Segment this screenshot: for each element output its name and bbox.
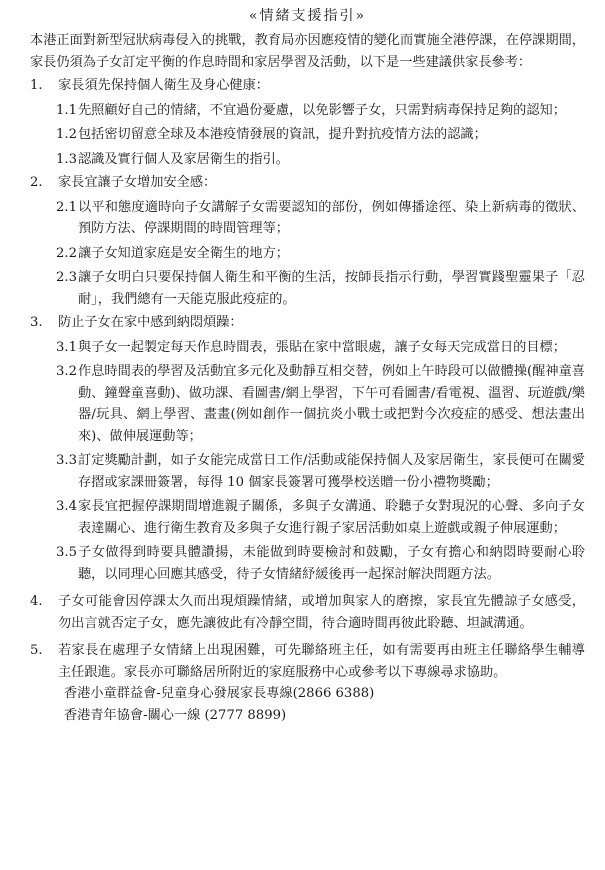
- item-text: 先照顧好自己的情緒，不宜過份憂慮，以免影響子女，只需對病毒保持足夠的認知；: [78, 102, 566, 118]
- section-heading-text: 家長須先保持個人衛生及身心健康：: [58, 78, 269, 93]
- section-number: 2.: [30, 175, 43, 190]
- list-item: [30, 496, 585, 539]
- item-number: 1.3: [56, 151, 77, 167]
- document-title: «情緒支援指引»: [248, 8, 367, 24]
- section-number: 5.: [30, 643, 43, 658]
- item-number: 3.1: [56, 339, 77, 355]
- section-2: [30, 172, 585, 310]
- section-heading: [30, 172, 585, 194]
- item-text: 家長宜把握停課期間增進親子關係，多與子女溝通、聆聽子女對現況的心聲、多向子女表達關心、進行衛生教育及多與子女進行親子家居活動如桌上遊戲或親子伸展運動；: [78, 499, 585, 536]
- hotline-contact: 香港小童群益會-兒童身心發展家長專線(2866 6388): [64, 686, 375, 701]
- section-number: 1.: [30, 78, 43, 93]
- item-text: 作息時間表的學習及活動宜多元化及動靜互相交替，例如上午時段可以做體操(醒神童喜動、鐘聲童喜動)、做功課、看圖書/網上學習，下午可看圖書/看電視、溫習、玩遊戲/樂器/玩具、網上學習、畫畫(例如創作一個抗炎小戰士或把對今次疫症的感受、想法畫出來)、做伸展運動等；: [78, 364, 585, 444]
- item-number: 2.3: [56, 270, 77, 285]
- list-item: [30, 542, 585, 585]
- section-heading-text: 若家長在處理子女情緒上出現困難，可先聯絡班主任，如有需要再由班主任聯絡學生輔導主任跟進。家長亦可聯絡居所附近的家庭服務中心或參考以下專線尋求協助。: [58, 643, 585, 680]
- item-number: 3.3: [56, 453, 77, 468]
- item-text: 認識及實行個人及家居衛生的指引。: [78, 151, 289, 167]
- item-number: 1.2: [56, 127, 77, 142]
- list-item: [30, 197, 585, 240]
- item-number: 3.4: [56, 499, 77, 514]
- item-number: 2.2: [56, 245, 77, 261]
- section-heading-text: 防止子女在家中感到納悶煩躁：: [58, 315, 243, 330]
- section-heading-text: 家長宜讓子女增加安全感：: [58, 175, 217, 190]
- list-item: [30, 243, 585, 265]
- section-number: 3.: [30, 315, 43, 330]
- section-3: [30, 312, 585, 585]
- section-number: 4.: [30, 594, 43, 609]
- section-heading: [30, 312, 585, 334]
- section-heading: [30, 75, 585, 97]
- item-text: 包括密切留意全球及本港疫情發展的資訊，提升對抗疫情方法的認識；: [78, 127, 487, 142]
- section-4: [30, 591, 585, 634]
- section-5: [30, 640, 585, 726]
- item-text: 讓子女知道家庭是安全衛生的地方；: [78, 245, 289, 261]
- item-text: 子女做得到時要具體讚揚，未能做到時要檢討和鼓勵，子女有擔心和納悶時要耐心聆聽，以同理心回應其感受，待子女情緒紓緩後再一起探討解決問題方法。: [78, 545, 585, 582]
- list-item: [30, 450, 585, 493]
- hotline-contact: 香港青年協會-關心一線 (2777 8899): [64, 707, 287, 723]
- item-text: 訂定獎勵計劃，如子女能完成當日工作/活動或能保持個人及家居衛生，家長便可在關愛存摺或家課冊簽署，每得 10 個家長簽署可獲學校送贈一份小禮物獎勵；: [78, 453, 585, 490]
- item-number: 1.1: [56, 102, 77, 118]
- item-text: 與子女一起製定每天作息時間表，張貼在家中當眼處，讓子女每天完成當日的目標；: [78, 339, 566, 355]
- list-item: [30, 267, 585, 310]
- item-text: 以平和態度適時向子女講解子女需要認知的部份，例如傳播途徑、染上新病毒的徵狀、預防方法、停課期間的時間管理等；: [78, 199, 585, 236]
- section-heading: [30, 640, 585, 683]
- section-heading-text: 子女可能會因停課太久而出現煩躁情緒，或增加與家人的磨擦，家長宜先體諒子女感受，勿出言就否定子女，應先讓彼此有冷靜空間，待合適時間再彼此聆聽、坦誠溝通。: [58, 594, 585, 631]
- item-number: 3.2: [56, 364, 77, 379]
- list-item: [30, 149, 585, 171]
- list-item: [30, 337, 585, 359]
- item-number: 3.5: [56, 545, 77, 560]
- list-item: [30, 100, 585, 122]
- item-number: 2.1: [56, 199, 77, 215]
- section-1: [30, 75, 585, 170]
- item-text: 讓子女明白只要保持個人衛生和平衡的生活，按師長指示行動，學習實踐聖靈果子「忍耐」，我們總有一天能克服此疫症的。: [78, 270, 585, 307]
- section-heading: [30, 591, 585, 634]
- intro-paragraph: 本港正面對新型冠狀病毒侵入的挑戰，教育局亦因應疫情的變化而實施全港停課，在停課期間，家長仍須為子女訂定平衡的作息時間和家居學習及活動，以下是一些建議供家長參考：: [30, 33, 585, 70]
- list-item: [30, 124, 585, 146]
- list-item: [30, 361, 585, 447]
